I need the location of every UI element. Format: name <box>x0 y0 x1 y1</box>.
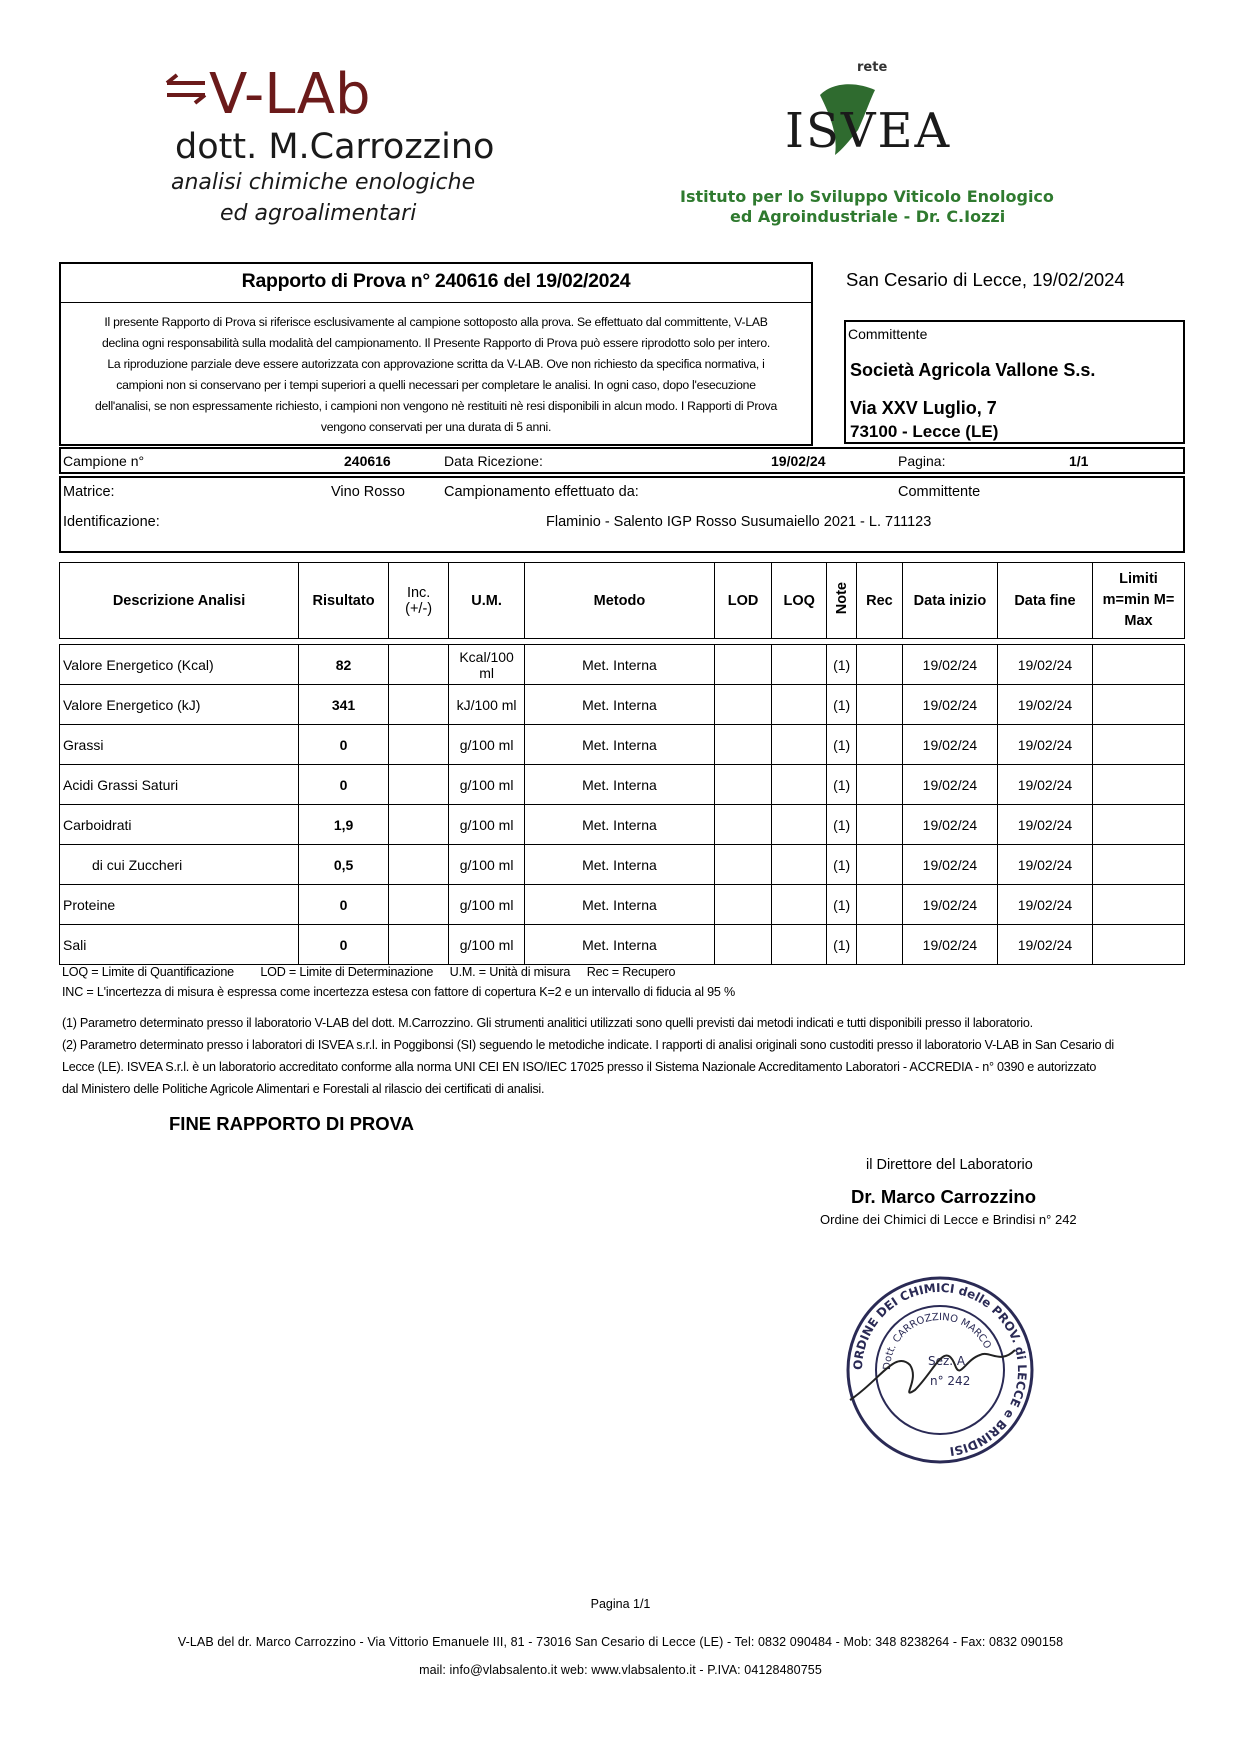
table-row <box>60 925 1185 965</box>
cell-um: Kcal/100 ml <box>449 645 525 685</box>
cell-data-inizio: 19/02/24 <box>902 685 997 725</box>
cell-data-fine: 19/02/24 <box>997 725 1092 765</box>
cell-um: g/100 ml <box>449 725 525 765</box>
footer-line1: V-LAB del dr. Marco Carrozzino - Via Vittorio Emanuele III, 81 - 73016 San Cesario di Lecce (LE) - Tel: 0832 090484 - Mob: 348 8238264 - Fax: 0832 090158 <box>177 1635 1064 1649</box>
col-data-inizio: Data inizio <box>902 563 997 639</box>
isvea-logo <box>670 55 1090 235</box>
col-inc-line1: Inc. <box>406 584 431 601</box>
col-inc-line2: (+/-) <box>405 600 433 617</box>
isvea-line2: ed Agroindustriale - Dr. C.Iozzi <box>730 207 1006 226</box>
cell-note: (1) <box>827 885 857 925</box>
stamp-inner-text: Dott. CARROZZINO MARCO <box>881 1311 993 1371</box>
cell-risultato: 341 <box>299 685 389 725</box>
report-box <box>59 262 813 446</box>
isvea-rete: rete <box>857 60 888 75</box>
client-box <box>844 320 1185 444</box>
svg-text:ORDINE DEI CHIMICI delle PROV. <box>851 1281 1029 1458</box>
col-descrizione: Descrizione Analisi <box>60 563 299 639</box>
legend-line2: INC = L'incertezza di misura è espressa come incertezza estesa con fattore di copertura K=2 e un intervallo di fiducia al 95 % <box>62 985 736 999</box>
disclaimer-line: Il presente Rapporto di Prova si riferisce esclusivamente al campione sottoposto alla prova. Se effettuato dal committente, V-LAB <box>104 315 768 329</box>
cell-metodo: Met. Interna <box>524 765 714 805</box>
vlab-line1: dott. M.Carrozzino <box>175 127 495 167</box>
cell-lod <box>714 925 771 965</box>
cell-rec <box>856 645 902 685</box>
cell-limiti <box>1092 765 1184 805</box>
title-separator <box>61 302 811 303</box>
cell-lod <box>714 645 771 685</box>
cell-rec <box>856 725 902 765</box>
cell-loq <box>772 805 827 845</box>
client-label: Committente <box>848 326 928 342</box>
cell-inc <box>389 925 449 965</box>
cell-um: g/100 ml <box>449 805 525 845</box>
col-limiti-line3: Max <box>1124 613 1153 629</box>
cell-metodo: Met. Interna <box>524 885 714 925</box>
cell-data-fine: 19/02/24 <box>997 645 1092 685</box>
end-text: FINE RAPPORTO DI PROVA <box>169 1113 414 1134</box>
cell-rec <box>856 805 902 845</box>
cell-descrizione: Acidi Grassi Saturi <box>60 765 299 805</box>
note-1: (1) Parametro determinato presso il laboratorio V-LAB del dott. M.Carrozzino. Gli strumenti analitici utilizzati sono quelli previsti dai metodi indicati e tutti disponibili presso il laboratorio. <box>62 1016 1033 1030</box>
cell-limiti <box>1092 805 1184 845</box>
cell-loq <box>772 725 827 765</box>
cell-risultato: 0 <box>299 885 389 925</box>
campione-value: 240616 <box>344 453 391 469</box>
stamp-number: n° 242 <box>930 1374 971 1388</box>
table-row <box>60 765 1185 805</box>
cell-descrizione: Proteine <box>60 885 299 925</box>
client-address1: Via XXV Luglio, 7 <box>850 398 997 418</box>
cell-metodo: Met. Interna <box>524 645 714 685</box>
cell-data-inizio: 19/02/24 <box>902 845 997 885</box>
table-header-row <box>60 563 1185 639</box>
cell-note: (1) <box>827 765 857 805</box>
pagina-label: Pagina: <box>898 453 946 469</box>
report-title: Rapporto di Prova n° 240616 del 19/02/2024 <box>241 270 631 292</box>
table-row <box>60 885 1185 925</box>
cell-loq <box>772 645 827 685</box>
vlab-logo <box>165 55 505 235</box>
cell-risultato: 0 <box>299 765 389 805</box>
col-limiti <box>1092 563 1184 639</box>
cell-rec <box>856 885 902 925</box>
campione-label: Campione n° <box>63 453 145 469</box>
cell-um: g/100 ml <box>449 925 525 965</box>
stamp-sezione: Sez. A <box>928 1354 966 1368</box>
footer-line2: mail: info@vlabsalento.it web: www.vlabsalento.it - P.IVA: 04128480755 <box>419 1663 822 1677</box>
results-table <box>59 562 1185 965</box>
cell-metodo: Met. Interna <box>524 805 714 845</box>
cell-data-fine: 19/02/24 <box>997 885 1092 925</box>
cell-descrizione: Sali <box>60 925 299 965</box>
col-data-fine: Data fine <box>997 563 1092 639</box>
cell-loq <box>772 765 827 805</box>
col-limiti-line2: m=min M= <box>1102 592 1175 608</box>
cell-um: g/100 ml <box>449 765 525 805</box>
cell-risultato: 82 <box>299 645 389 685</box>
cell-lod <box>714 685 771 725</box>
vlab-line2: analisi chimiche enologiche <box>171 170 476 195</box>
table-row <box>60 845 1185 885</box>
vlab-line3: ed agroalimentari <box>220 201 417 226</box>
table-row <box>60 805 1185 845</box>
table-row <box>60 725 1185 765</box>
table-row <box>60 685 1185 725</box>
col-note-label: Note <box>833 582 850 615</box>
matrice-value: Vino Rosso <box>331 484 405 500</box>
cell-loq <box>772 925 827 965</box>
cell-limiti <box>1092 885 1184 925</box>
vlab-brand: V-LAb <box>209 62 371 127</box>
legend <box>62 962 735 1002</box>
signature-role: il Direttore del Laboratorio <box>866 1157 1033 1173</box>
footer-page: Pagina 1/1 <box>590 1597 651 1611</box>
cell-note: (1) <box>827 805 857 845</box>
cell-lod <box>714 765 771 805</box>
cell-data-fine: 19/02/24 <box>997 845 1092 885</box>
campionamento-value: Committente <box>898 484 981 500</box>
cell-um: g/100 ml <box>449 845 525 885</box>
col-rec: Rec <box>856 563 902 639</box>
place-date: San Cesario di Lecce, 19/02/2024 <box>846 269 1125 290</box>
note-2a: (2) Parametro determinato presso i laboratori di ISVEA s.r.l. in Poggibonsi (SI) seguendo le metodiche indicate. I rapporti di analisi originali sono custoditi presso il laboratorio V-LAB in San Cesario di <box>62 1038 1114 1052</box>
cell-data-inizio: 19/02/24 <box>902 925 997 965</box>
cell-descrizione: Grassi <box>60 725 299 765</box>
cell-lod <box>714 885 771 925</box>
col-limiti-line1: Limiti <box>1119 571 1158 587</box>
sample-details <box>59 476 1185 553</box>
cell-rec <box>856 845 902 885</box>
identificazione-label: Identificazione: <box>63 514 160 530</box>
cell-data-fine: 19/02/24 <box>997 685 1092 725</box>
identificazione-value: Flaminio - Salento IGP Rosso Susumaiello 2021 - L. 711123 <box>546 514 932 530</box>
cell-data-inizio: 19/02/24 <box>902 765 997 805</box>
cell-metodo: Met. Interna <box>524 685 714 725</box>
cell-inc <box>389 765 449 805</box>
notes <box>62 1012 1187 1100</box>
cell-metodo: Met. Interna <box>524 845 714 885</box>
matrice-label: Matrice: <box>63 484 115 500</box>
official-stamp <box>840 1270 1040 1470</box>
sample-row <box>59 447 1185 474</box>
cell-inc <box>389 725 449 765</box>
cell-lod <box>714 845 771 885</box>
col-loq: LOQ <box>772 563 827 639</box>
cell-inc <box>389 645 449 685</box>
cell-inc <box>389 845 449 885</box>
cell-loq <box>772 885 827 925</box>
cell-data-fine: 19/02/24 <box>997 925 1092 965</box>
disclaimer-line: declina ogni responsabilità sulla modalità del campionamento. Il Presente Rapporto di Prova può essere riprodotto solo per intero. <box>101 336 770 350</box>
cell-limiti <box>1092 845 1184 885</box>
col-inc <box>389 563 449 639</box>
cell-risultato: 0 <box>299 925 389 965</box>
signature-order: Ordine dei Chimici di Lecce e Brindisi n° 242 <box>820 1212 1077 1227</box>
cell-descrizione: Carboidrati <box>60 805 299 845</box>
cell-metodo: Met. Interna <box>524 925 714 965</box>
legend-line1: LOQ = Limite di Quantificazione LOD = Limite di Determinazione U.M. = Unità di misura Rec = Recupero <box>62 965 676 979</box>
cell-data-inizio: 19/02/24 <box>902 885 997 925</box>
col-metodo: Metodo <box>524 563 714 639</box>
cell-note: (1) <box>827 725 857 765</box>
stamp-outer-text: ORDINE DEI CHIMICI delle PROV. di LECCE e BRINDISI <box>850 1280 1030 1459</box>
cell-note: (1) <box>827 685 857 725</box>
cell-limiti <box>1092 925 1184 965</box>
cell-inc <box>389 885 449 925</box>
client-name: Società Agricola Vallone S.s. <box>850 360 1096 380</box>
ricezione-label: Data Ricezione: <box>444 453 543 469</box>
cell-rec <box>856 765 902 805</box>
disclaimer <box>65 312 807 438</box>
pagina-value: 1/1 <box>1069 453 1089 469</box>
signature-name: Dr. Marco Carrozzino <box>851 1186 1037 1207</box>
cell-data-inizio: 19/02/24 <box>902 725 997 765</box>
cell-inc <box>389 805 449 845</box>
disclaimer-line: vengono conservati per una durata di 5 anni. <box>320 420 552 434</box>
cell-rec <box>856 925 902 965</box>
cell-limiti <box>1092 645 1184 685</box>
cell-risultato: 0,5 <box>299 845 389 885</box>
cell-note: (1) <box>827 925 857 965</box>
disclaimer-line: campioni non si conservano per i tempi superiori a quelli necessari per completare le analisi. In ogni caso, dopo l'esecuzione <box>116 378 756 392</box>
col-um: U.M. <box>449 563 525 639</box>
note-2b: Lecce (LE). ISVEA S.r.l. è un laboratorio accreditato conforme alla norma UNI CEI EN ISO/IEC 17025 presso il Sistema Nazionale Accreditamento Laboratori - ACCREDIA - n° 0390 e autorizzato <box>62 1060 1097 1074</box>
isvea-line1: Istituto per lo Sviluppo Viticolo Enologico <box>680 187 1054 206</box>
cell-rec <box>856 685 902 725</box>
cell-metodo: Met. Interna <box>524 725 714 765</box>
disclaimer-line: dell'analisi, se non espressamente richiesto, i campioni non vengono nè restituiti nè resi disponibili in alcun modo. I Rapporti di Prova <box>94 399 778 413</box>
cell-lod <box>714 805 771 845</box>
cell-data-fine: 19/02/24 <box>997 765 1092 805</box>
note-2c: dal Ministero delle Politiche Agricole Alimentari e Forestali al rilascio dei certificati di analisi. <box>62 1082 545 1096</box>
cell-data-fine: 19/02/24 <box>997 805 1092 845</box>
client-address2: 73100 - Lecce (LE) <box>850 422 999 441</box>
isvea-name: ISVEA <box>785 103 952 159</box>
cell-loq <box>772 685 827 725</box>
cell-note: (1) <box>827 645 857 685</box>
cell-risultato: 1,9 <box>299 805 389 845</box>
cell-data-inizio: 19/02/24 <box>902 645 997 685</box>
cell-risultato: 0 <box>299 725 389 765</box>
cell-um: g/100 ml <box>449 885 525 925</box>
cell-data-inizio: 19/02/24 <box>902 805 997 845</box>
cell-inc <box>389 685 449 725</box>
arrows-icon <box>167 75 205 103</box>
cell-limiti <box>1092 725 1184 765</box>
cell-descrizione: Valore Energetico (Kcal) <box>60 645 299 685</box>
ricezione-value: 19/02/24 <box>771 453 826 469</box>
cell-descrizione: di cui Zuccheri <box>60 845 299 885</box>
cell-lod <box>714 725 771 765</box>
col-risultato: Risultato <box>299 563 389 639</box>
col-note <box>827 563 857 639</box>
disclaimer-line: La riproduzione parziale deve essere autorizzata con approvazione scritta da V-LAB. Ove non richiesto da specifica normativa, i <box>107 357 765 371</box>
cell-note: (1) <box>827 845 857 885</box>
cell-descrizione: Valore Energetico (kJ) <box>60 685 299 725</box>
table-row <box>60 645 1185 685</box>
cell-um: kJ/100 ml <box>449 685 525 725</box>
col-lod: LOD <box>714 563 771 639</box>
cell-limiti <box>1092 685 1184 725</box>
campionamento-label: Campionamento effettuato da: <box>444 484 639 500</box>
cell-loq <box>772 845 827 885</box>
